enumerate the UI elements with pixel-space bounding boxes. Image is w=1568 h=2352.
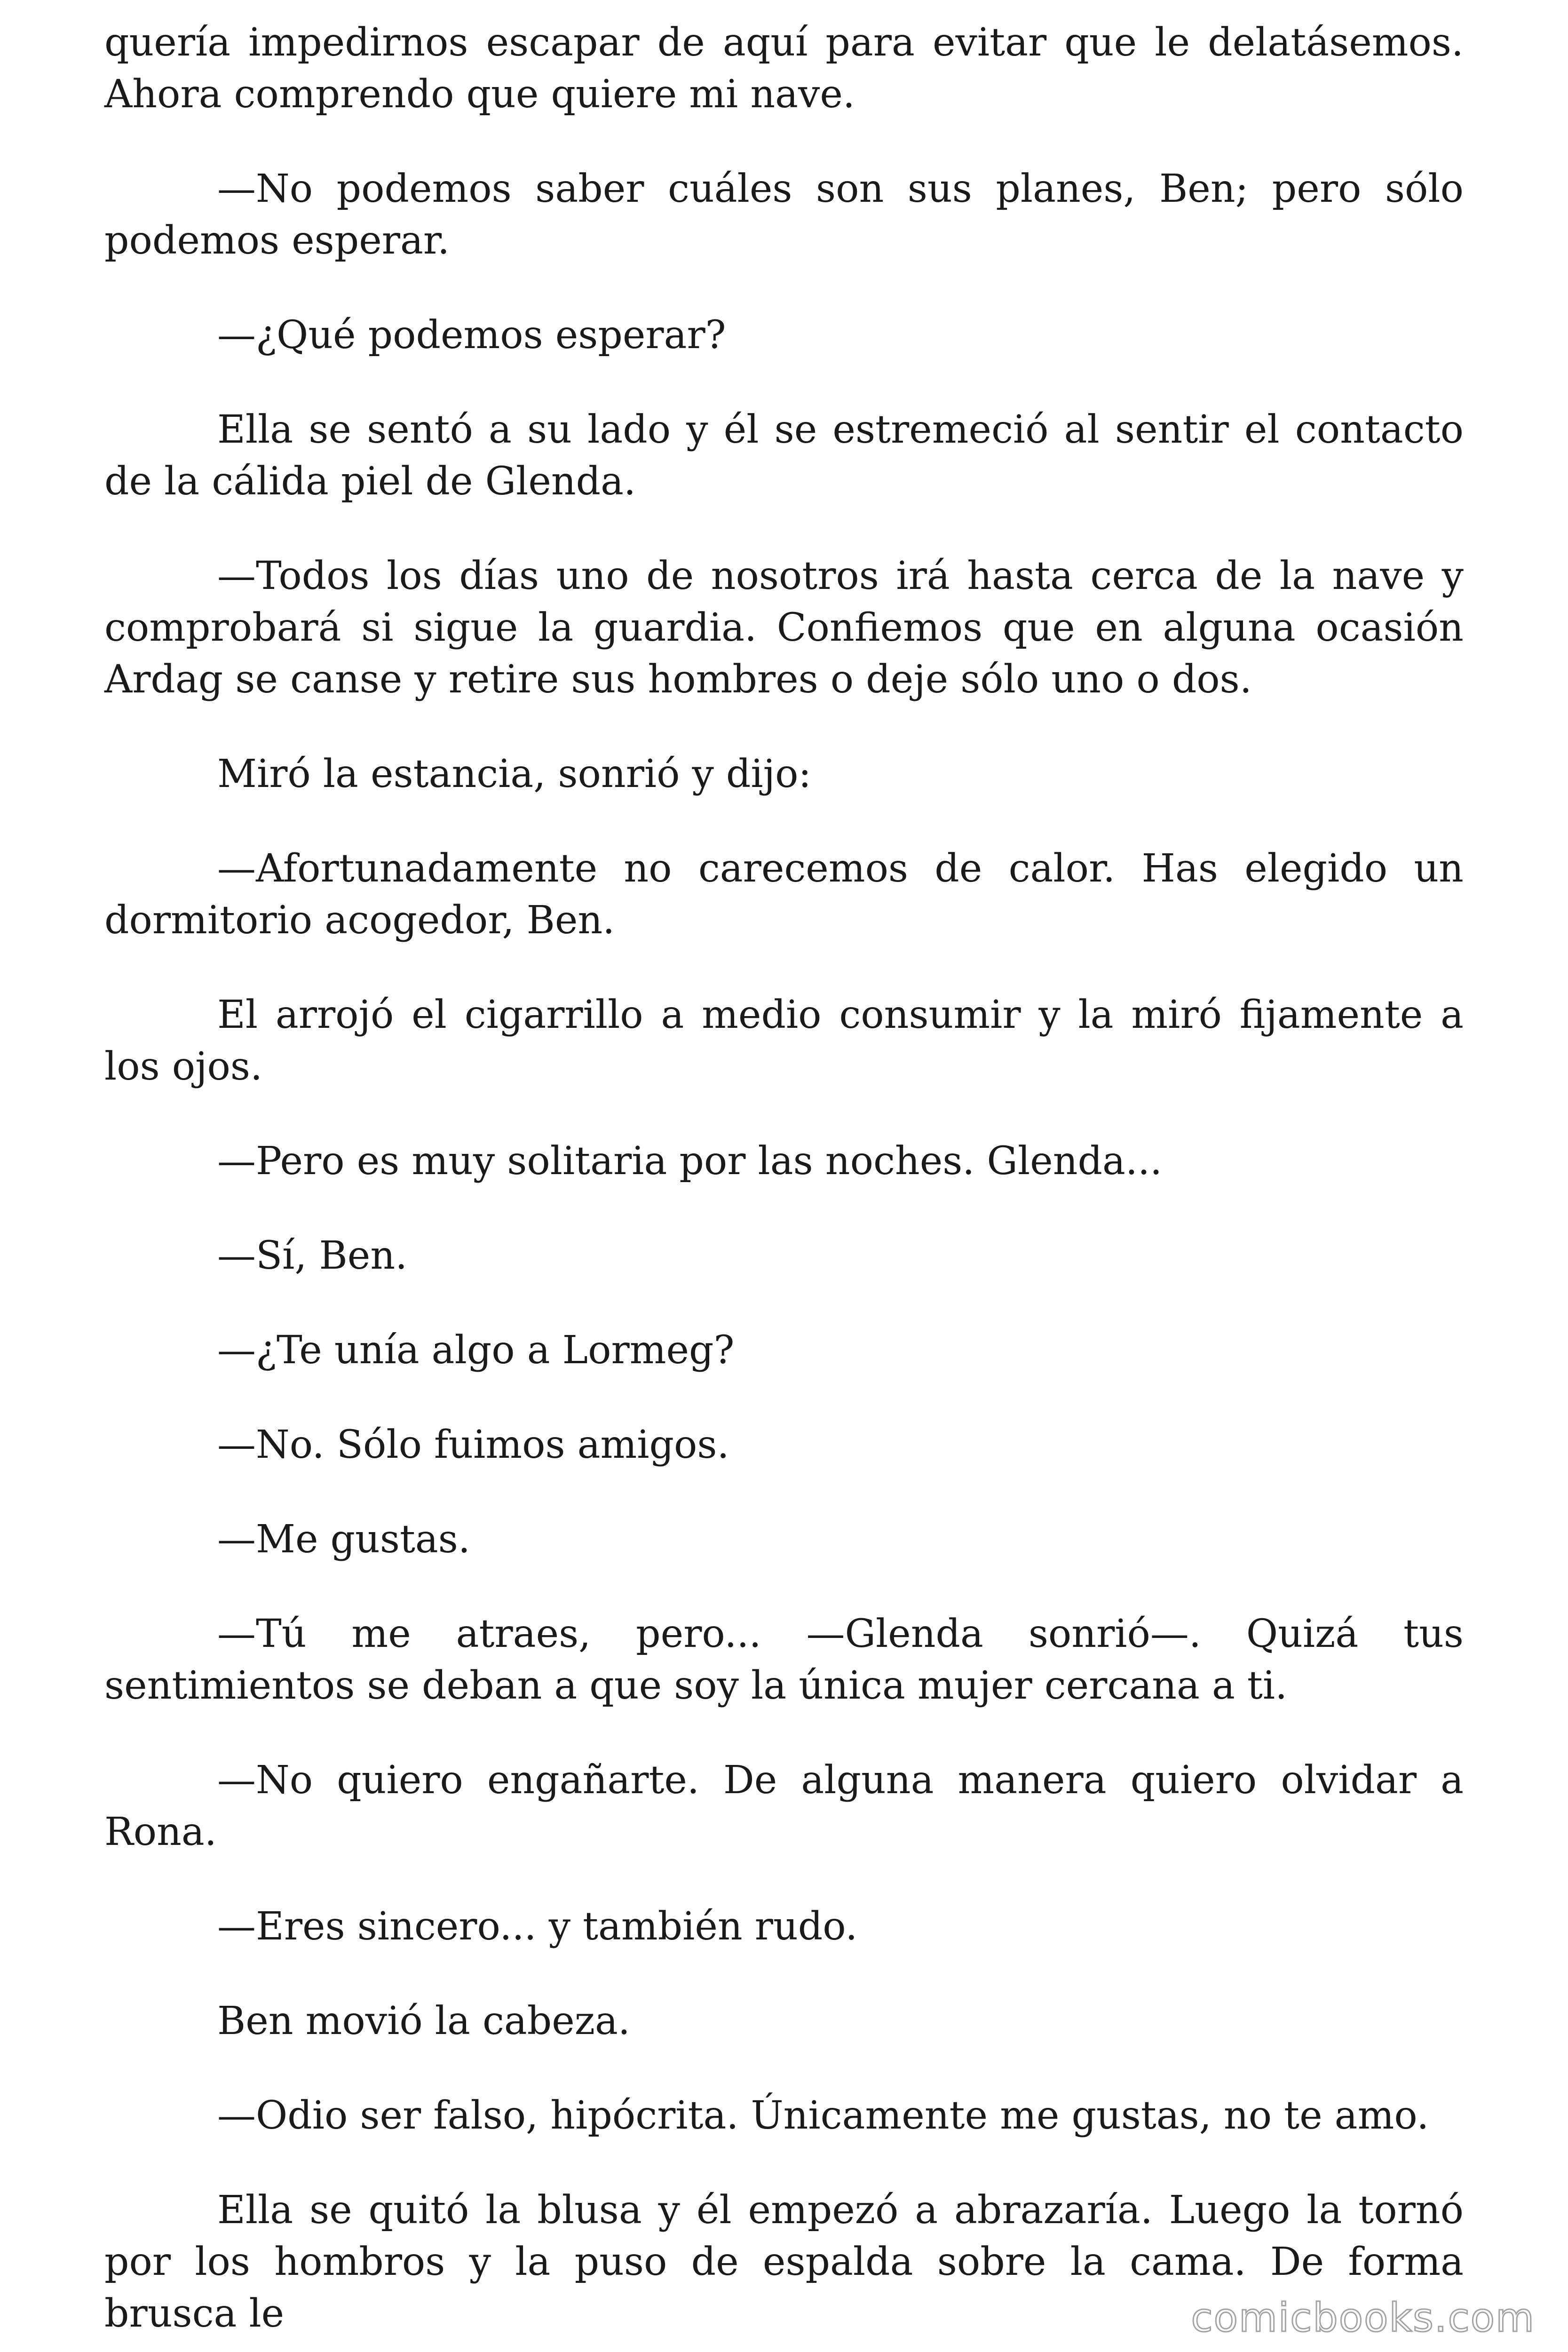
paragraph: Ella se quitó la blusa y él empezó a abrazaría. Luego la tornó por los hombros y la puso de espalda sobre la cama. De forma brusca le — [104, 2188, 1464, 2336]
paragraph: —Pero es muy solitaria por las noches. Glenda... — [217, 1139, 1163, 1184]
paragraph: —Eres sincero... y también rudo. — [217, 1904, 858, 1949]
paragraph: Ben movió la cabeza. — [217, 1999, 630, 2043]
paragraph: —¿Te unía algo a Lormeg? — [217, 1328, 735, 1373]
paragraph: —¿Qué podemos esperar? — [217, 313, 726, 358]
paragraph: —No quiero engañarte. De alguna manera quiero olvidar a Rona. — [104, 1758, 1464, 1854]
paragraph: —Me gustas. — [217, 1517, 470, 1562]
paragraph: —Tú me atraes, pero... —Glenda sonrió—. Quizá tus sentimientos se deban a que soy la única mujer cercana a ti. — [104, 1612, 1464, 1708]
paragraph: —No. Sólo fuimos amigos. — [217, 1422, 729, 1467]
paragraph: Ella se sentó a su lado y él se estremeció al sentir el contacto de la cálida piel de Glenda. — [104, 407, 1464, 504]
paragraph: —Sí, Ben. — [217, 1233, 408, 1278]
paragraph: —No podemos saber cuáles son sus planes, Ben; pero sólo podemos esperar. — [104, 167, 1464, 263]
paragraph: —Todos los días uno de nosotros irá hasta cerca de la nave y comprobará si sigue la guardia. Confiemos que en alguna ocasión Ardag se canse y retire sus hombres o deje sólo uno o dos. — [104, 554, 1464, 702]
paragraph: —Afortunadamente no carecemos de calor. Has elegido un dormitorio acogedor, Ben. — [104, 846, 1464, 943]
paragraph: Miró la estancia, sonrió y dijo: — [217, 752, 812, 796]
paragraph: —Odio ser falso, hipócrita. Únicamente me gustas, no te amo. — [217, 2093, 1429, 2138]
page-text — [104, 17, 1464, 2340]
paragraph: El arrojó el cigarrillo a medio consumir y la miró fijamente a los ojos. — [104, 993, 1464, 1089]
paragraph: quería impedirnos escapar de aquí para evitar que le delatásemos. Ahora comprendo que quiere mi nave. — [104, 20, 1464, 117]
watermark-logo: comicbooks.com — [1191, 2295, 1535, 2341]
